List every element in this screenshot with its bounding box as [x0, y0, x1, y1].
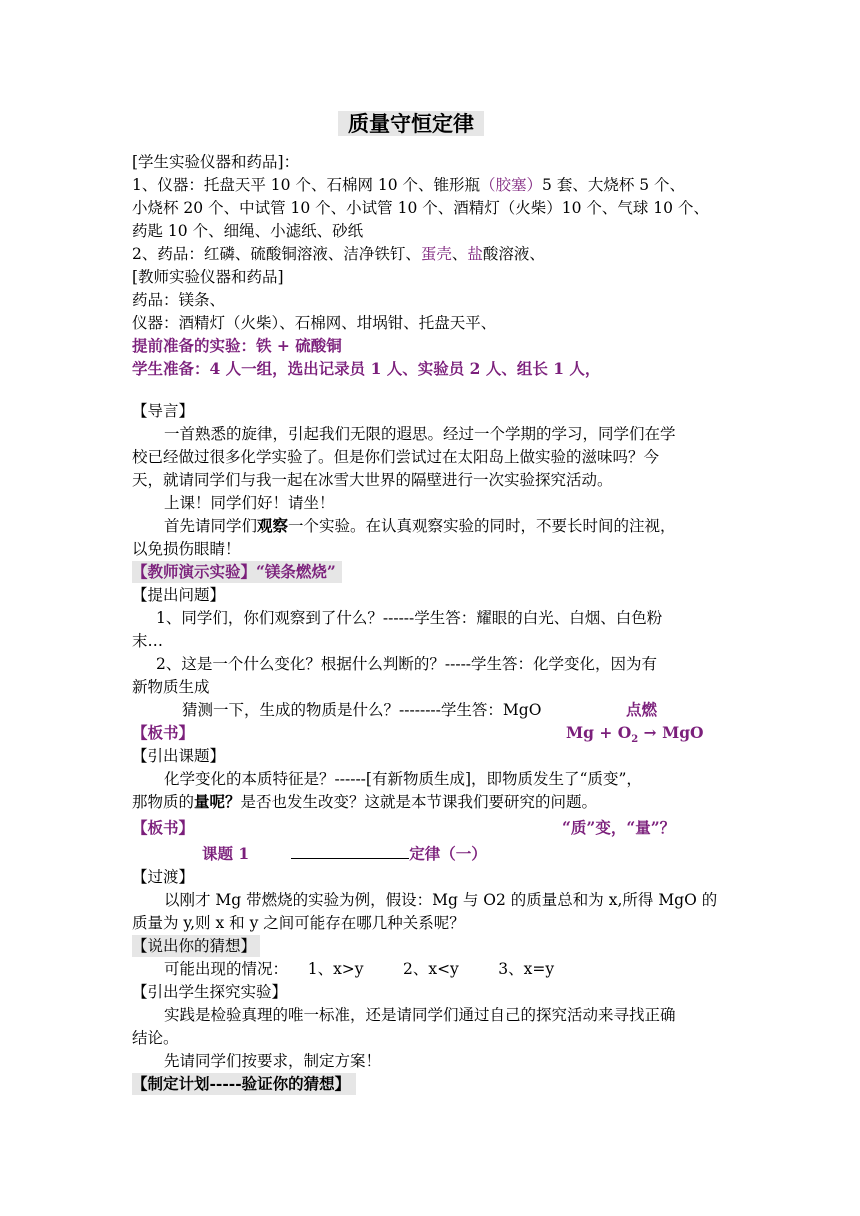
- ask-heading: 【提出问题】: [132, 586, 226, 604]
- fill-blank: [291, 842, 409, 859]
- intro-p3-line1: 首先请同学们观察一个实验。在认真观察实验的同时，不要长时间的注视，: [164, 516, 676, 535]
- equipment-line-1: 1、仪器：托盘天平 10 个、石棉网 10 个、锥形瓶（胶塞）5 套、大烧杯 5 个、: [132, 176, 686, 194]
- topic-p1: 化学变化的本质特征是？------[有新物质生成]，即物质发生了“质变”，: [164, 770, 642, 788]
- explore-p1: 实践是检验真理的唯一标准，还是请同学们通过自己的探究活动来寻找正确: [164, 1006, 676, 1024]
- page-title: 质量守恒定律: [338, 113, 484, 137]
- teacher-equipment-heading: [教师实验仪器和药品]: [132, 268, 284, 286]
- lesson-title: 课题 1 定律（一）: [202, 844, 487, 863]
- student-equipment-heading: [学生实验仪器和药品]：: [132, 153, 300, 171]
- chemical-equation: $Mg + O_2$ → MgO: [566, 723, 704, 746]
- intro-p1-line2: 校已经做过很多化学实验了。但是你们尝试过在太阳岛上做实验的滋味吗？今: [132, 448, 660, 466]
- drug-line: 2、药品：红磷、硫酸铜溶液、洁净铁钉、蛋壳、盐酸溶液、: [132, 245, 545, 263]
- board-label-2: 【板书】: [132, 818, 195, 837]
- topic-heading: 【引出课题】: [132, 747, 226, 765]
- intro-p2: 上课！同学们好！请坐！: [164, 494, 335, 512]
- intro-heading: 【导言】: [132, 402, 195, 420]
- question-1-line1: 1、同学们，你们观察到了什么？------学生答：耀眼的白光、白烟、白色粉: [156, 609, 663, 627]
- plan-heading: 【制定计划-----验证你的猜想】: [132, 1073, 356, 1095]
- question-1-line2: 末…: [132, 632, 164, 650]
- equipment-line-2: 小烧杯 20 个、中试管 10 个、小试管 10 个、酒精灯（火柴）10 个、气球 10 个、: [132, 199, 709, 217]
- explore-heading: 【引出学生探究实验】: [132, 983, 288, 1001]
- board-quality-quantity: “质”变，“量”？: [562, 818, 676, 837]
- reaction-condition: 点燃: [626, 700, 658, 719]
- transition-heading: 【过渡】: [132, 868, 195, 886]
- transition-p2: 质量为 y,则 x 和 y 之间可能存在哪几种关系呢？: [132, 914, 465, 932]
- question-3: 猜测一下，生成的物质是什么？--------学生答：MgO: [182, 701, 542, 719]
- demo-heading: 【教师演示实验】“镁条燃烧”: [132, 561, 342, 583]
- explore-p3: 先请同学们按要求，制定方案！: [164, 1052, 382, 1070]
- student-group-line: 学生准备：4 人一组，选出记录员 1 人、实验员 2 人、组长 1 人，: [132, 359, 601, 378]
- guess-heading: 【说出你的猜想】: [132, 935, 260, 957]
- question-2-line2: 新物质生成: [132, 678, 210, 696]
- teacher-drug-line: 药品：镁条、: [132, 291, 226, 309]
- transition-p1: 以刚才 Mg 带燃烧的实验为例，假设：Mg 与 O2 的质量总和为 x,所得 MgO 的: [164, 891, 718, 909]
- topic-p2: 那物质的量呢？是否也发生改变？这就是本节课我们要研究的问题。: [132, 792, 598, 811]
- intro-p3-line2: 以免损伤眼睛！: [132, 540, 241, 558]
- guess-options: 可能出现的情况： 1、x>y 2、x<y 3、x=y: [164, 960, 555, 978]
- question-2-line1: 2、这是一个什么变化？根据什么判断的？-----学生答：化学变化，因为有: [156, 655, 658, 673]
- explore-p2: 结论。: [132, 1029, 179, 1047]
- intro-p1-line1: 一首熟悉的旋律，引起我们无限的遐思。经过一个学期的学习，同学们在学: [164, 425, 676, 443]
- prep-experiment-line: 提前准备的实验：铁 + 硫酸铜: [132, 336, 342, 355]
- teacher-equipment-line: 仪器：酒精灯（火柴）、石棉网、坩埚钳、托盘天平、: [132, 314, 497, 332]
- intro-p1-line3: 天，就请同学们与我一起在冰雪大世界的隔壁进行一次实验探究活动。: [132, 471, 613, 489]
- board-label-1: 【板书】: [132, 723, 195, 742]
- equipment-line-3: 药匙 10 个、细绳、小滤纸、砂纸: [132, 222, 364, 240]
